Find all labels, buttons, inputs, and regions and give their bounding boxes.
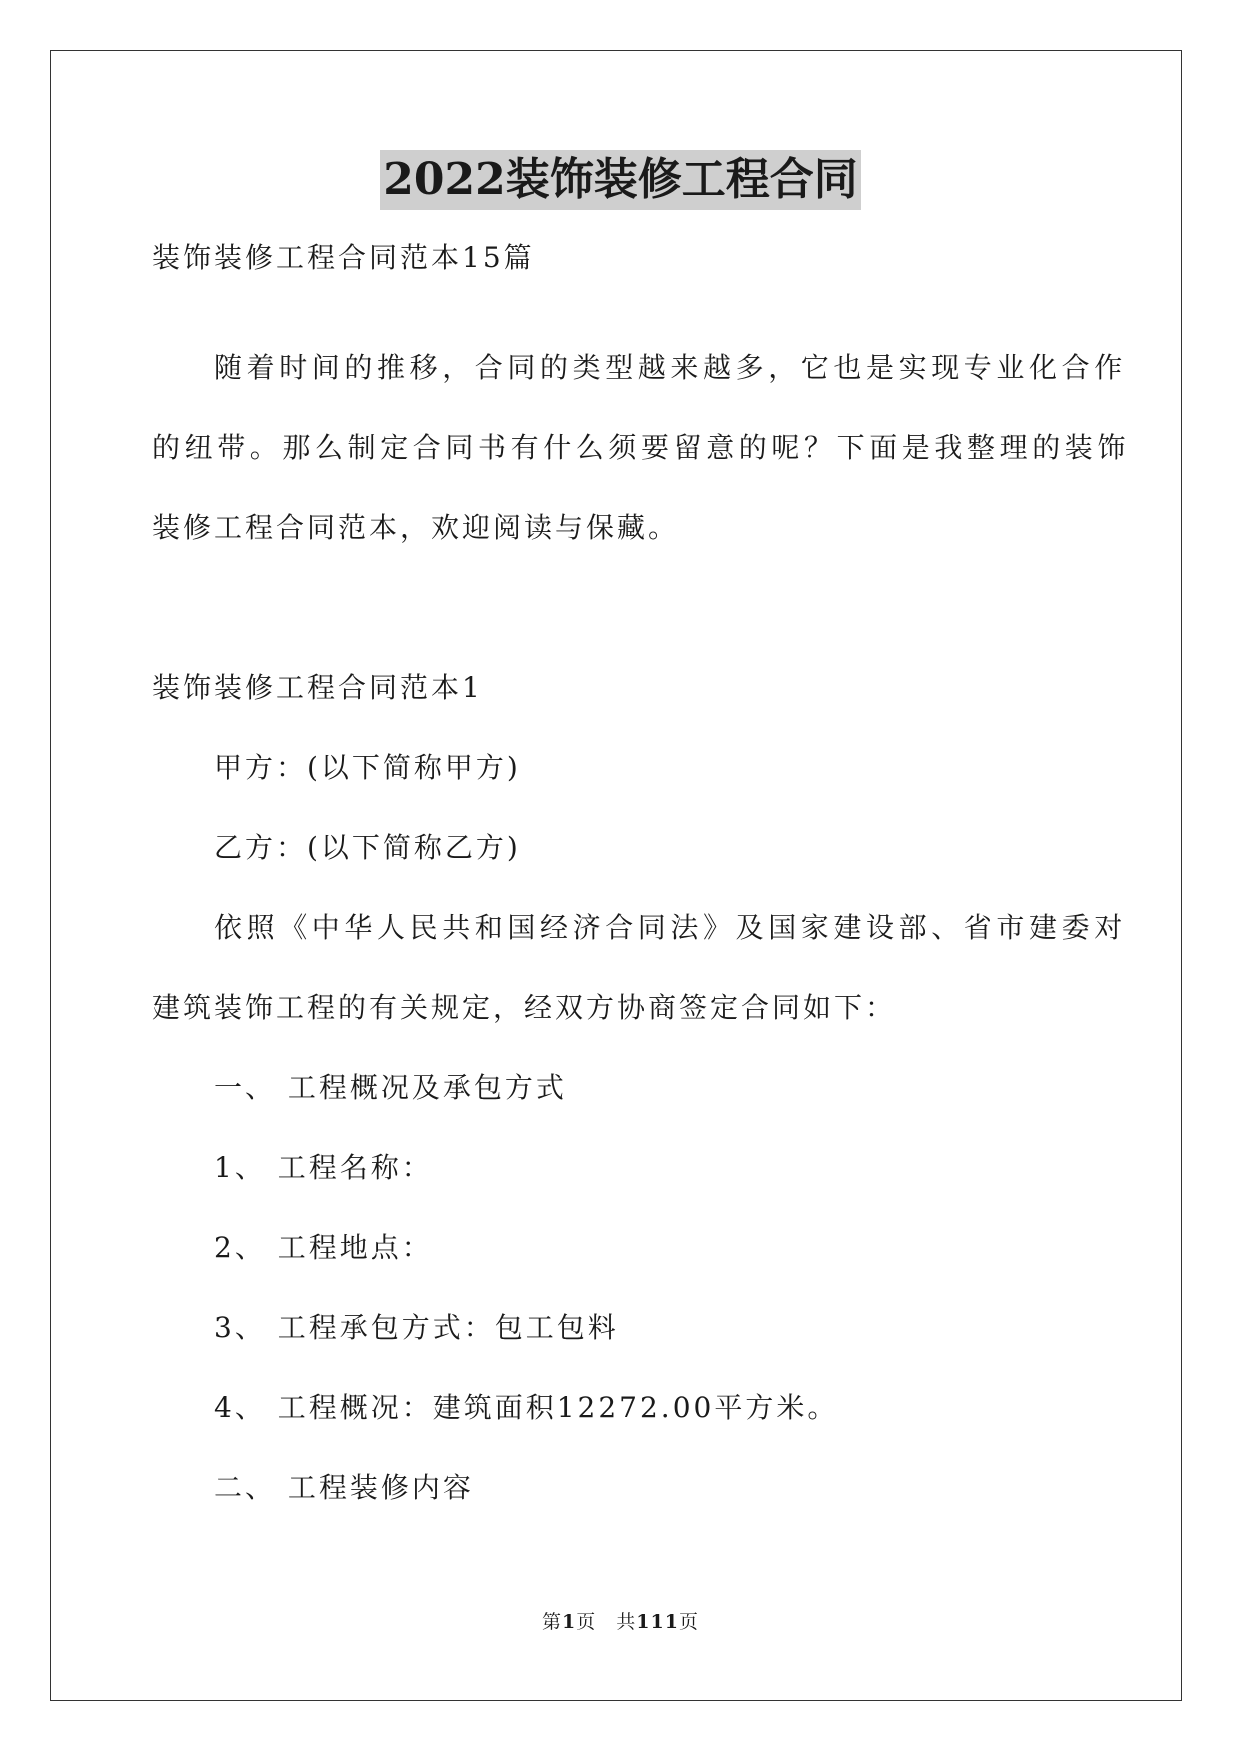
body-line: 的纽带。那么制定合同书有什么须要留意的呢？下面是我整理的装饰: [152, 431, 1131, 464]
document-title: 2022装饰装修工程合同: [380, 150, 860, 210]
section-heading: 装饰装修工程合同范本1: [152, 671, 483, 704]
clause-heading: 一、 工程概况及承包方式: [214, 1071, 567, 1104]
page-border: [50, 50, 1182, 1701]
title-container: [0, 150, 1241, 210]
total-page-number: 111: [636, 1611, 679, 1633]
clause-item: 2、 工程地点：: [214, 1231, 433, 1264]
clause-item: 3、 工程承包方式：包工包料: [214, 1311, 619, 1344]
body-line: 随着时间的推移，合同的类型越来越多，它也是实现专业化合作: [214, 351, 1127, 384]
current-page-number: 1: [562, 1611, 577, 1633]
subtitle-line: 装饰装修工程合同范本15篇: [152, 241, 535, 274]
body-line: 建筑装饰工程的有关规定，经双方协商签定合同如下：: [152, 991, 897, 1024]
footer-mid: 页 共: [576, 1611, 637, 1633]
clause-heading: 二、 工程装修内容: [214, 1471, 474, 1504]
page-footer: [0, 1610, 1241, 1634]
party-b-line: 乙方：(以下简称乙方): [214, 831, 521, 864]
party-a-line: 甲方：(以下简称甲方): [214, 751, 521, 784]
clause-item: 1、 工程名称：: [214, 1151, 433, 1184]
clause-item: 4、 工程概况：建筑面积12272.00平方米。: [214, 1391, 839, 1424]
body-line: 装修工程合同范本，欢迎阅读与保藏。: [152, 511, 680, 544]
footer-suffix: 页: [678, 1611, 699, 1633]
body-line: 依照《中华人民共和国经济合同法》及国家建设部、省市建委对: [214, 911, 1127, 944]
footer-prefix: 第: [542, 1611, 563, 1633]
